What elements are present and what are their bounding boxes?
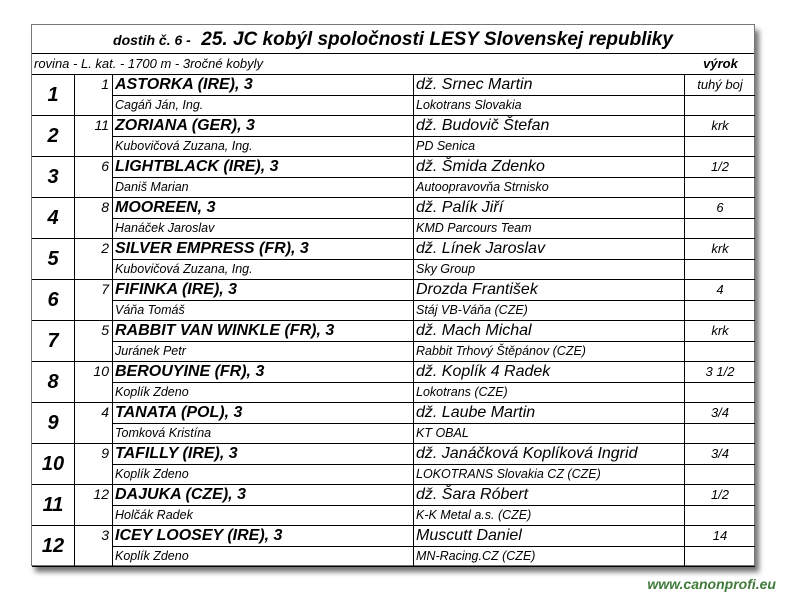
team-name: LOKOTRANS Slovakia CZ (CZE)	[414, 464, 684, 484]
race-number: dostih č. 6 -	[113, 32, 191, 48]
owner-name: Váňa Tomáš	[113, 300, 413, 320]
start-number-cell: 3	[75, 526, 113, 567]
race-name: 25. JC kobýl spoločnosti LESY Slovenskej republiky	[201, 29, 673, 50]
jockey-name: dž. Línek Jaroslav	[416, 240, 545, 257]
horse-cell	[113, 403, 414, 444]
place-cell: 12	[32, 526, 75, 567]
team-name: Lokotrans Slovakia	[414, 95, 684, 115]
jockey-cell	[414, 485, 685, 526]
jockey-name: dž. Budovič Štefan	[416, 117, 550, 134]
horse-cell	[113, 198, 414, 239]
results-body	[32, 75, 755, 567]
place-cell: 11	[32, 485, 75, 526]
horse-name: SILVER EMPRESS (FR), 3	[115, 240, 309, 257]
result-row	[32, 75, 755, 96]
results-table	[32, 74, 755, 567]
margin-cell: krk	[685, 239, 756, 260]
team-name: KMD Parcours Team	[414, 218, 684, 238]
place-cell: 10	[32, 444, 75, 485]
owner-name: Koplík Zdeno	[113, 546, 413, 566]
place-cell: 3	[32, 157, 75, 198]
jockey-name: dž. Palík Jiří	[416, 199, 504, 216]
start-number-cell: 1	[75, 75, 113, 116]
margin-cell: 1/2	[685, 157, 756, 178]
start-number-cell: 11	[75, 116, 113, 157]
horse-cell	[113, 321, 414, 362]
horse-cell	[113, 362, 414, 403]
owner-name: Juránek Petr	[113, 341, 413, 361]
margin-blank-cell	[685, 218, 756, 239]
owner-name: Cagáň Ján, Ing.	[113, 95, 413, 115]
jockey-name: Muscutt Daniel	[416, 527, 522, 544]
team-name: K-K Metal a.s. (CZE)	[414, 505, 684, 525]
jockey-name: dž. Srnec Martin	[416, 76, 533, 93]
margin-cell: 3/4	[685, 444, 756, 465]
horse-cell	[113, 444, 414, 485]
margin-cell: 6	[685, 198, 756, 219]
horse-cell	[113, 75, 414, 116]
margin-blank-cell	[685, 259, 756, 280]
horse-name: MOOREEN, 3	[115, 199, 216, 216]
race-title-row	[32, 25, 754, 53]
team-name: Rabbit Trhový Štěpánov (CZE)	[414, 341, 684, 361]
horse-name: TAFILLY (IRE), 3	[115, 445, 238, 462]
start-number-cell: 8	[75, 198, 113, 239]
horse-cell	[113, 116, 414, 157]
jockey-cell	[414, 116, 685, 157]
result-row	[32, 321, 755, 342]
horse-name: ICEY LOOSEY (IRE), 3	[115, 527, 283, 544]
jockey-cell	[414, 362, 685, 403]
start-number-cell: 6	[75, 157, 113, 198]
horse-name: ASTORKA (IRE), 3	[115, 76, 253, 93]
margin-cell: krk	[685, 116, 756, 137]
margin-blank-cell	[685, 300, 756, 321]
horse-cell	[113, 157, 414, 198]
results-sheet	[31, 24, 755, 566]
horse-name: BEROUYINE (FR), 3	[115, 363, 265, 380]
jockey-name: dž. Šmida Zdenko	[416, 158, 545, 175]
margin-blank-cell	[685, 341, 756, 362]
margin-blank-cell	[685, 423, 756, 444]
horse-cell	[113, 239, 414, 280]
margin-blank-cell	[685, 382, 756, 403]
team-name: MN-Racing.CZ (CZE)	[414, 546, 684, 566]
owner-name: Daniš Marian	[113, 177, 413, 197]
horse-cell	[113, 485, 414, 526]
team-name: PD Senica	[414, 136, 684, 156]
jockey-cell	[414, 526, 685, 567]
horse-name: LIGHTBLACK (IRE), 3	[115, 158, 279, 175]
jockey-cell	[414, 321, 685, 362]
horse-name: TANATA (POL), 3	[115, 404, 243, 421]
owner-name: Kubovičová Zuzana, Ing.	[113, 136, 413, 156]
jockey-name: Drozda František	[416, 281, 538, 298]
result-row	[32, 485, 755, 506]
place-cell: 5	[32, 239, 75, 280]
place-cell: 7	[32, 321, 75, 362]
horse-cell	[113, 280, 414, 321]
team-name: Sky Group	[414, 259, 684, 279]
result-column-header: výrok	[703, 56, 738, 71]
team-name: Autoopravovňa Strnisko	[414, 177, 684, 197]
result-row	[32, 280, 755, 301]
jockey-cell	[414, 280, 685, 321]
jockey-name: dž. Šara Róbert	[416, 486, 529, 503]
jockey-cell	[414, 75, 685, 116]
result-row	[32, 444, 755, 465]
owner-name: Koplík Zdeno	[113, 382, 413, 402]
margin-cell: 14	[685, 526, 756, 547]
margin-cell: 3/4	[685, 403, 756, 424]
place-cell: 9	[32, 403, 75, 444]
margin-cell: 1/2	[685, 485, 756, 506]
team-name: Stáj VB-Váňa (CZE)	[414, 300, 684, 320]
margin-blank-cell	[685, 95, 756, 116]
jockey-name: dž. Koplík 4 Radek	[416, 363, 551, 380]
place-cell: 1	[32, 75, 75, 116]
jockey-cell	[414, 157, 685, 198]
margin-blank-cell	[685, 136, 756, 157]
margin-blank-cell	[685, 177, 756, 198]
owner-name: Koplík Zdeno	[113, 464, 413, 484]
jockey-cell	[414, 403, 685, 444]
margin-cell: 3 1/2	[685, 362, 756, 383]
place-cell: 2	[32, 116, 75, 157]
start-number-cell: 2	[75, 239, 113, 280]
jockey-name: dž. Mach Michal	[416, 322, 532, 339]
race-info: rovina - L. kat. - 1700 m - 3ročné kobyly	[34, 56, 264, 71]
place-cell: 4	[32, 198, 75, 239]
owner-name: Tomková Kristína	[113, 423, 413, 443]
margin-blank-cell	[685, 464, 756, 485]
start-number-cell: 10	[75, 362, 113, 403]
horse-name: ZORIANA (GER), 3	[115, 117, 255, 134]
margin-cell: krk	[685, 321, 756, 342]
result-row	[32, 198, 755, 219]
jockey-name: dž. Janáčková Koplíková Ingrid	[416, 445, 638, 462]
result-row	[32, 239, 755, 260]
result-row	[32, 157, 755, 178]
result-row	[32, 403, 755, 424]
horse-name: FIFINKA (IRE), 3	[115, 281, 238, 298]
race-info-row	[32, 53, 754, 74]
jockey-cell	[414, 444, 685, 485]
margin-cell: 4	[685, 280, 756, 301]
start-number-cell: 12	[75, 485, 113, 526]
horse-name: RABBIT VAN WINKLE (FR), 3	[115, 322, 335, 339]
team-name: KT OBAL	[414, 423, 684, 443]
margin-blank-cell	[685, 546, 756, 567]
margin-blank-cell	[685, 505, 756, 526]
place-cell: 8	[32, 362, 75, 403]
start-number-cell: 5	[75, 321, 113, 362]
watermark: www.canonprofi.eu	[647, 576, 776, 592]
owner-name: Kubovičová Zuzana, Ing.	[113, 259, 413, 279]
horse-cell	[113, 526, 414, 567]
owner-name: Holčák Radek	[113, 505, 413, 525]
start-number-cell: 9	[75, 444, 113, 485]
owner-name: Hanáček Jaroslav	[113, 218, 413, 238]
result-row	[32, 116, 755, 137]
result-row	[32, 362, 755, 383]
jockey-cell	[414, 239, 685, 280]
team-name: Lokotrans (CZE)	[414, 382, 684, 402]
horse-name: DAJUKA (CZE), 3	[115, 486, 246, 503]
jockey-cell	[414, 198, 685, 239]
start-number-cell: 7	[75, 280, 113, 321]
margin-cell: tuhý boj	[685, 75, 756, 96]
jockey-name: dž. Laube Martin	[416, 404, 536, 421]
start-number-cell: 4	[75, 403, 113, 444]
result-row	[32, 526, 755, 547]
place-cell: 6	[32, 280, 75, 321]
